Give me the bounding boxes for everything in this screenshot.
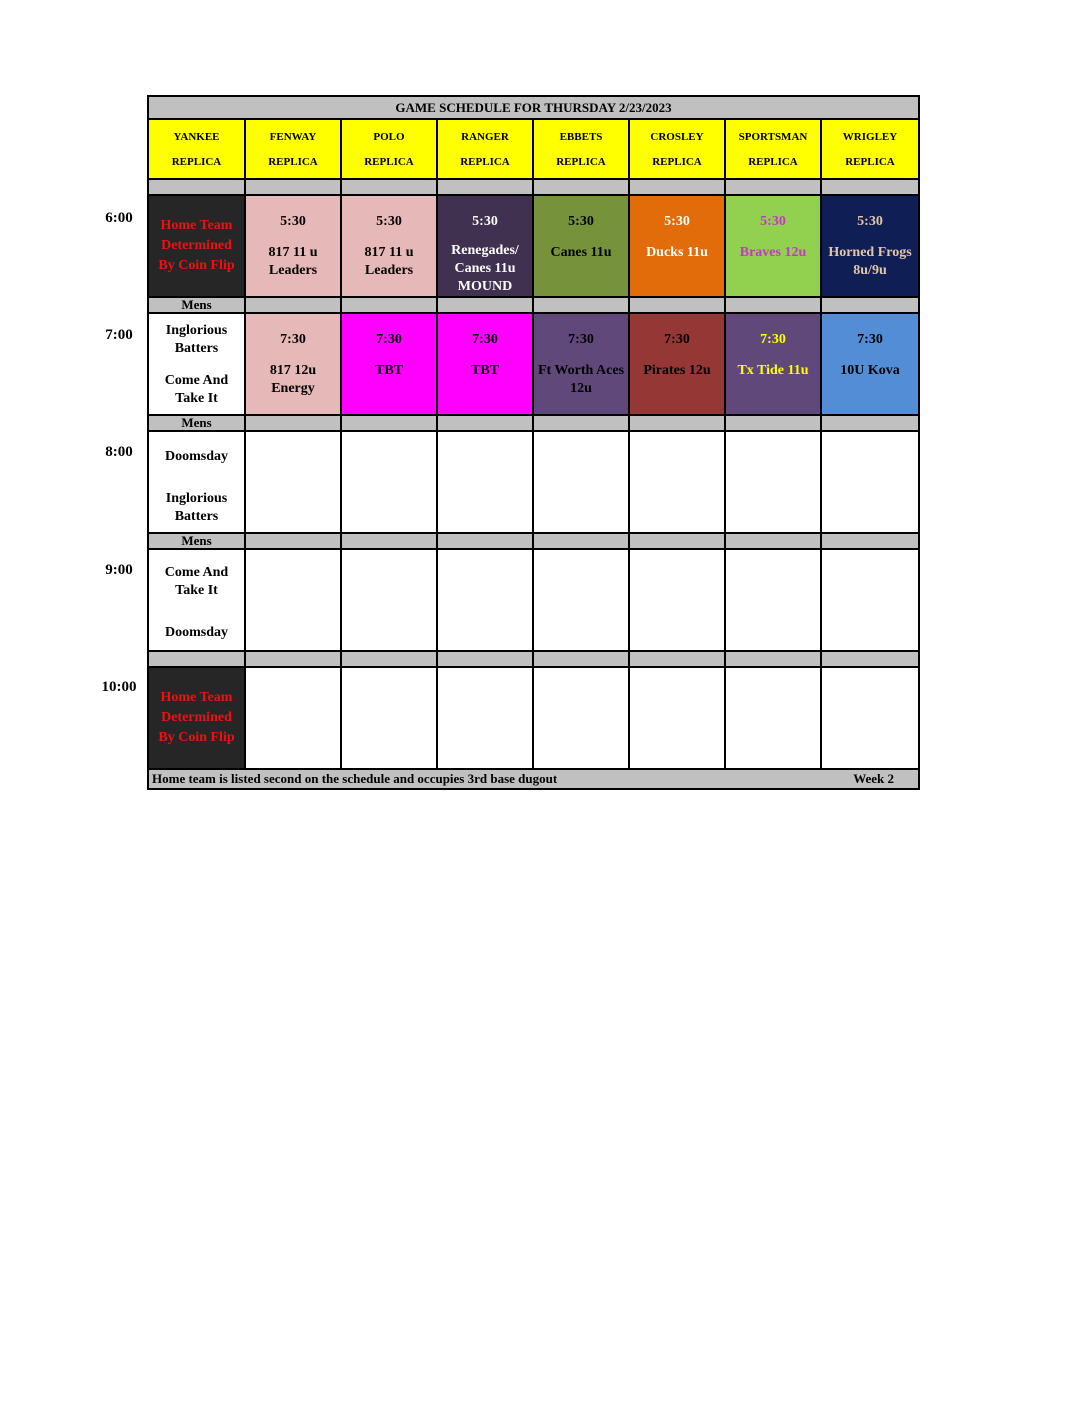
empty-cell bbox=[822, 668, 918, 770]
game-cell bbox=[342, 196, 438, 298]
empty-cell bbox=[534, 432, 630, 534]
game-time: 5:30 bbox=[664, 214, 690, 229]
schedule-table bbox=[147, 95, 920, 790]
empty-cell bbox=[438, 432, 534, 534]
field-header: FENWAY REPLICA bbox=[246, 120, 342, 180]
gap-label: Mens bbox=[149, 298, 246, 314]
matchup-label: Doomsday Inglorious Batters bbox=[149, 432, 246, 534]
game-team: Tx Tide 11u bbox=[737, 363, 809, 378]
gap-label bbox=[149, 652, 246, 668]
matchup-label: Inglorious Batters Come And Take It bbox=[149, 314, 246, 416]
time-label-9: 9:00 bbox=[105, 562, 133, 578]
game-time: 7:30 bbox=[376, 332, 402, 347]
game-time: 5:30 bbox=[857, 214, 883, 229]
empty-cell bbox=[342, 668, 438, 770]
game-time: 7:30 bbox=[568, 332, 594, 347]
field-header: YANKEE REPLICA bbox=[149, 120, 246, 180]
game-cell bbox=[630, 196, 726, 298]
empty-cell bbox=[726, 432, 822, 534]
gap-row bbox=[149, 298, 918, 314]
game-cell bbox=[246, 314, 342, 416]
game-time: 7:30 bbox=[760, 332, 786, 347]
empty-cell bbox=[822, 550, 918, 652]
schedule-footer bbox=[149, 770, 918, 788]
game-cell bbox=[726, 314, 822, 416]
empty-cell bbox=[342, 550, 438, 652]
field-header: RANGER REPLICA bbox=[438, 120, 534, 180]
gap-label bbox=[149, 180, 246, 196]
game-team: Horned Frogs 8u/9u bbox=[828, 245, 912, 278]
game-team: Braves 12u bbox=[739, 245, 807, 260]
game-cell bbox=[822, 196, 918, 298]
game-time: 5:30 bbox=[280, 214, 306, 229]
game-team: 10U Kova bbox=[840, 363, 900, 378]
game-team: Renegades/ Canes 11u MOUND bbox=[451, 243, 519, 294]
gap-row bbox=[149, 416, 918, 432]
game-cell bbox=[534, 196, 630, 298]
field-header: EBBETS REPLICA bbox=[534, 120, 630, 180]
empty-cell bbox=[342, 432, 438, 534]
game-team: TBT bbox=[470, 363, 499, 378]
game-time: 5:30 bbox=[760, 214, 786, 229]
matchup-label: Come And Take It Doomsday bbox=[149, 550, 246, 652]
game-team: 817 11 u Leaders bbox=[364, 245, 414, 278]
game-time: 7:30 bbox=[857, 332, 883, 347]
game-cell bbox=[438, 196, 534, 298]
empty-cell bbox=[630, 668, 726, 770]
game-team: 817 12u Energy bbox=[269, 363, 317, 396]
game-team: TBT bbox=[374, 363, 403, 378]
coin-flip-cell: Home Team Determined By Coin Flip bbox=[149, 196, 246, 298]
time-slot-row-8 bbox=[149, 432, 918, 534]
empty-cell bbox=[246, 432, 342, 534]
gap-label: Mens bbox=[149, 416, 246, 432]
time-slot-row-7 bbox=[149, 314, 918, 416]
coin-flip-cell: Home Team Determined By Coin Flip bbox=[149, 668, 246, 770]
game-cell bbox=[822, 314, 918, 416]
field-header: CROSLEY REPLICA bbox=[630, 120, 726, 180]
game-time: 7:30 bbox=[280, 332, 306, 347]
game-time: 5:30 bbox=[376, 214, 402, 229]
week-label: Week 2 bbox=[853, 771, 894, 786]
empty-cell bbox=[534, 668, 630, 770]
empty-cell bbox=[438, 668, 534, 770]
gap-row bbox=[149, 534, 918, 550]
time-label-7: 7:00 bbox=[105, 327, 133, 343]
footer-note: Home team is listed second on the schedule and occupies 3rd base dugout bbox=[152, 771, 558, 786]
game-time: 5:30 bbox=[568, 214, 594, 229]
time-label-10: 10:00 bbox=[101, 679, 137, 695]
gap-label: Mens bbox=[149, 534, 246, 550]
time-slot-row-9 bbox=[149, 550, 918, 652]
time-slot-row-10 bbox=[149, 668, 918, 770]
game-team: Canes 11u bbox=[550, 245, 612, 260]
field-header: WRIGLEY REPLICA bbox=[822, 120, 918, 180]
field-header: POLO REPLICA bbox=[342, 120, 438, 180]
empty-cell bbox=[630, 432, 726, 534]
empty-cell bbox=[246, 668, 342, 770]
game-cell bbox=[246, 196, 342, 298]
game-cell bbox=[534, 314, 630, 416]
empty-cell bbox=[246, 550, 342, 652]
schedule-title: GAME SCHEDULE FOR THURSDAY 2/23/2023 bbox=[149, 97, 918, 120]
game-time: 7:30 bbox=[472, 332, 498, 347]
game-cell bbox=[726, 196, 822, 298]
game-team: Ft Worth Aces 12u bbox=[537, 363, 625, 396]
time-slot-row-6 bbox=[149, 196, 918, 298]
game-team: Pirates 12u bbox=[643, 363, 711, 378]
empty-cell bbox=[726, 668, 822, 770]
game-cell bbox=[342, 314, 438, 416]
field-header: SPORTSMAN REPLICA bbox=[726, 120, 822, 180]
game-cell bbox=[438, 314, 534, 416]
empty-cell bbox=[726, 550, 822, 652]
empty-cell bbox=[438, 550, 534, 652]
gap-row bbox=[149, 652, 918, 668]
game-cell bbox=[630, 314, 726, 416]
empty-cell bbox=[630, 550, 726, 652]
time-label-6: 6:00 bbox=[105, 210, 133, 226]
game-time: 5:30 bbox=[472, 214, 498, 229]
gap-row bbox=[149, 180, 918, 196]
game-time: 7:30 bbox=[664, 332, 690, 347]
field-header-row bbox=[149, 120, 918, 180]
game-team: Ducks 11u bbox=[646, 245, 708, 260]
game-team: 817 11 u Leaders bbox=[268, 245, 318, 278]
empty-cell bbox=[534, 550, 630, 652]
time-label-8: 8:00 bbox=[105, 444, 133, 460]
empty-cell bbox=[822, 432, 918, 534]
